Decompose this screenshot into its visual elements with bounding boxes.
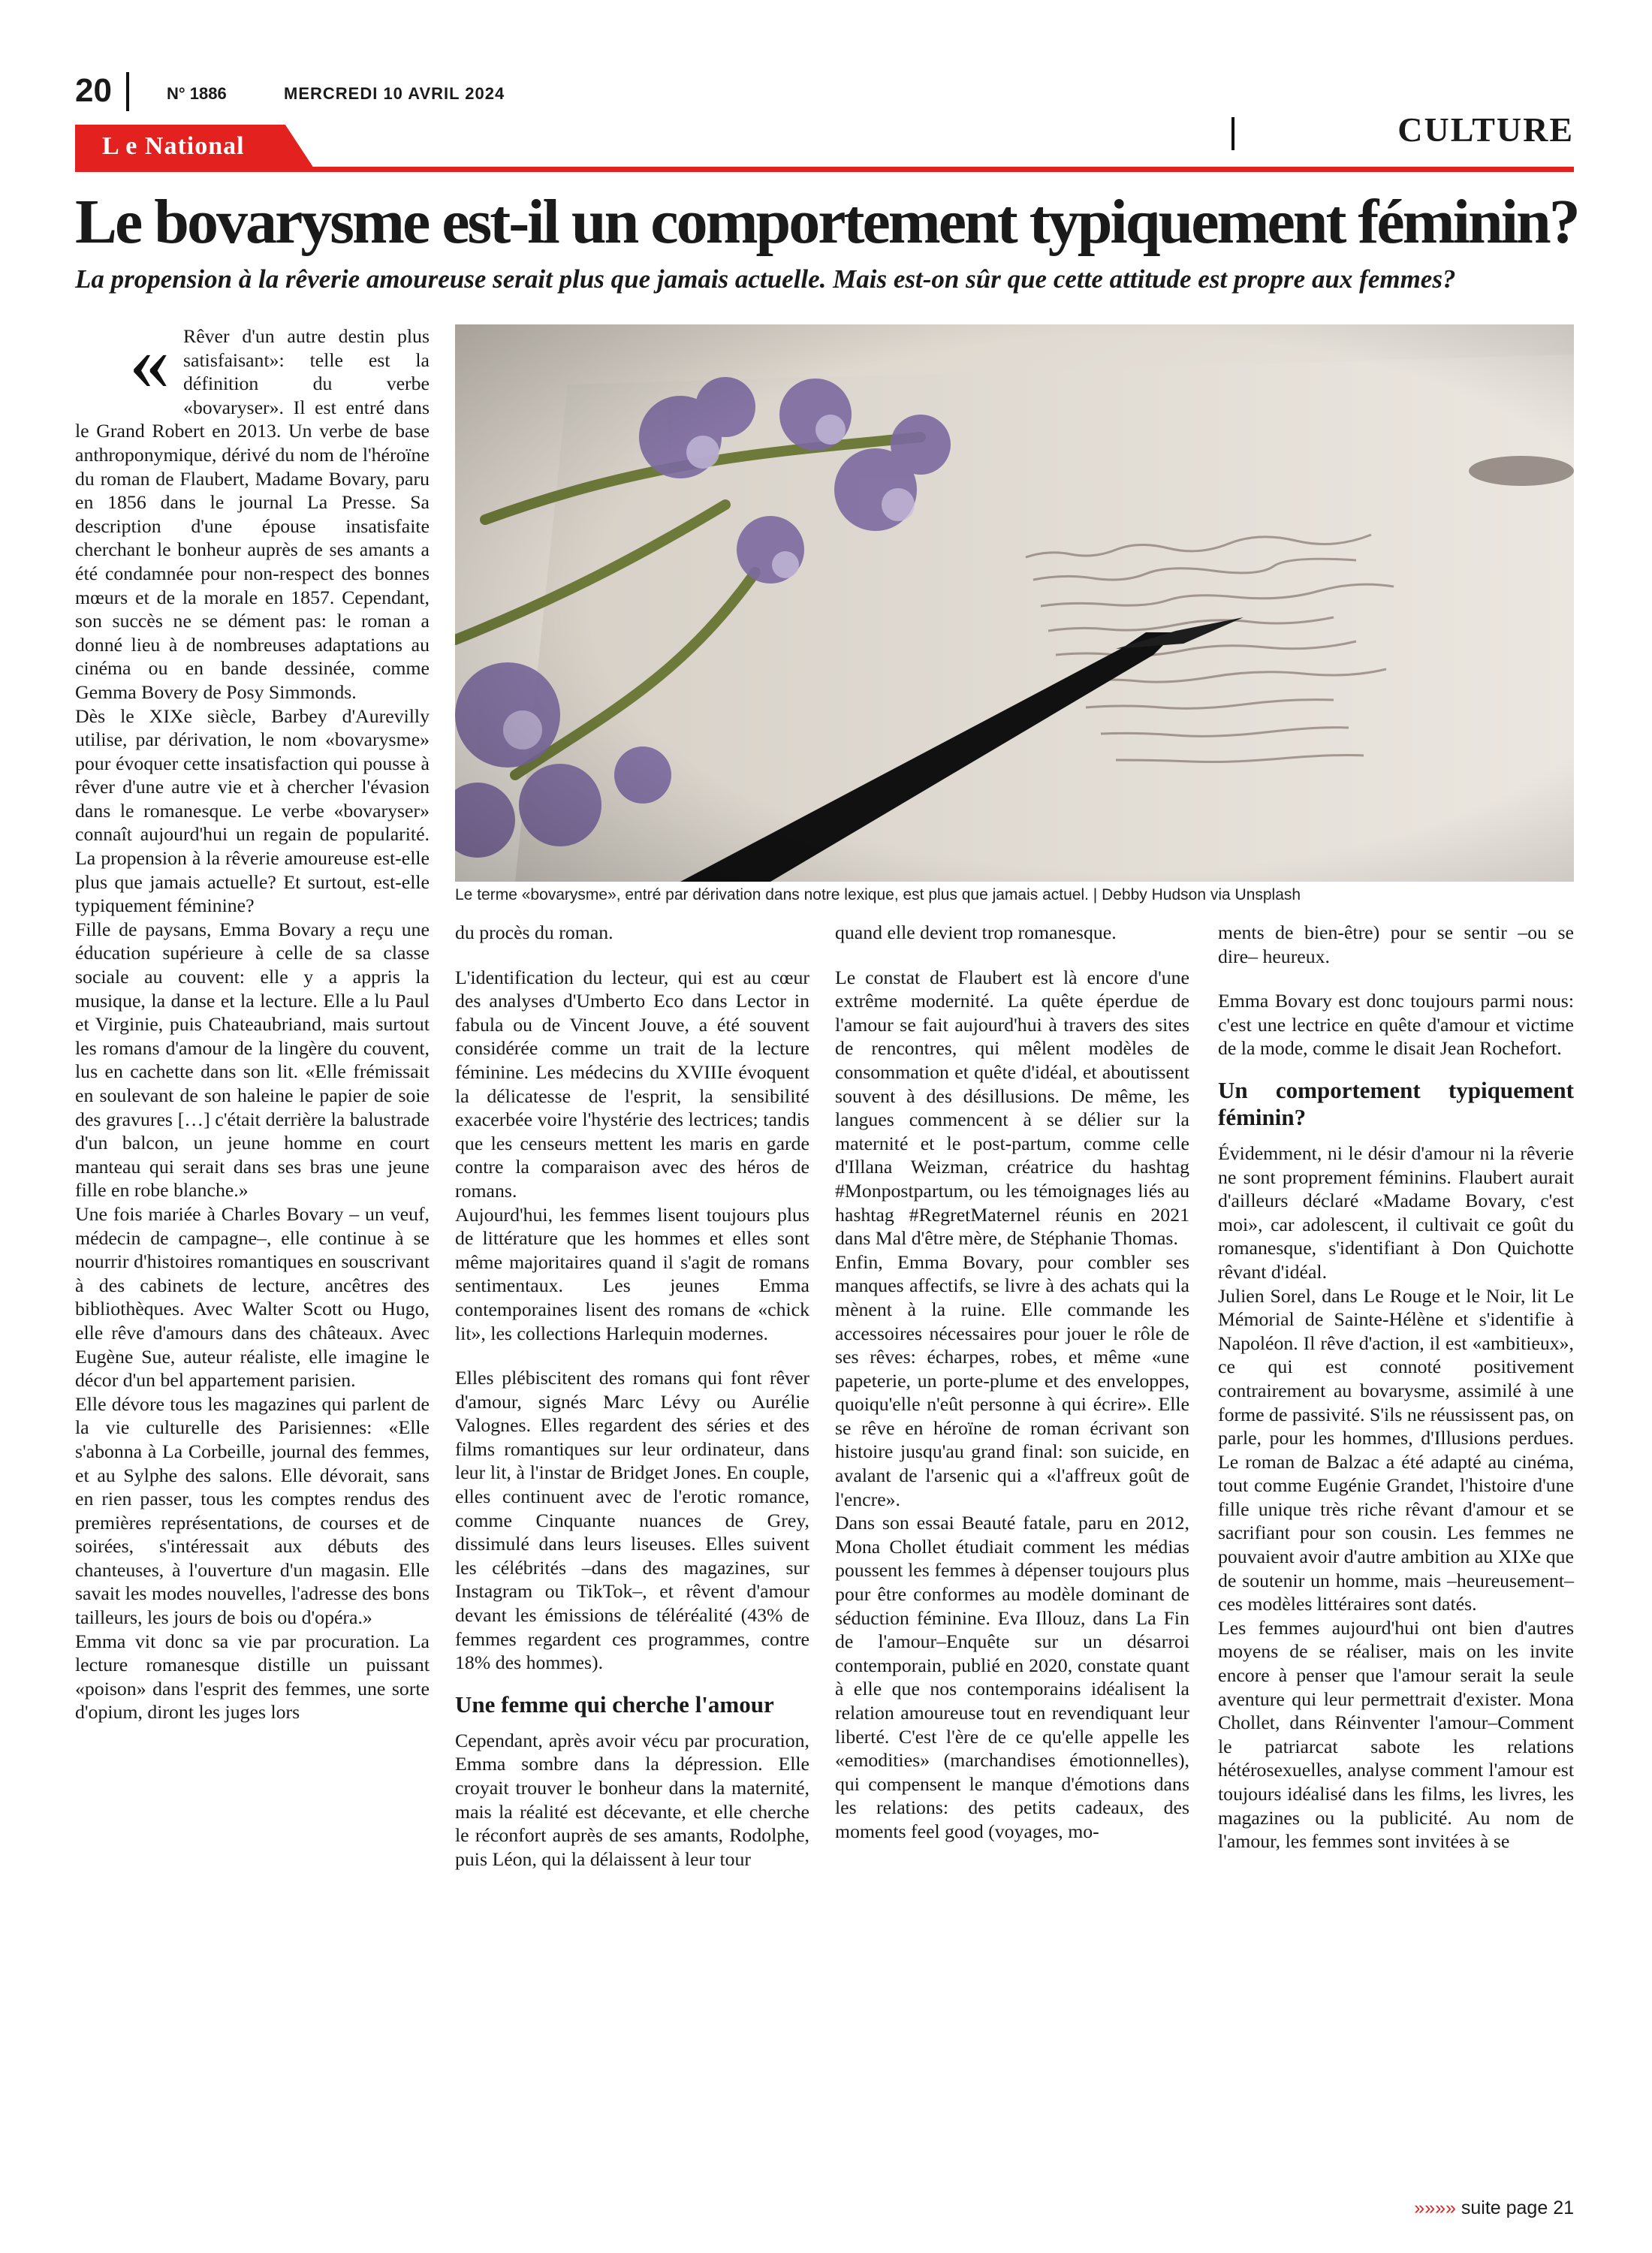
- article-photo: [455, 324, 1574, 882]
- article-headline: Le bovarysme est-il un comportement typiquement féminin?: [75, 187, 1578, 257]
- page-number-divider: [126, 72, 129, 111]
- paragraph: Emma Bovary est donc toujours parmi nous: c'est une lectrice en quête d'amour et victime de la mode, comme le disait Jean Rochefort.: [1218, 990, 1574, 1060]
- paragraph: Dès le XIXe siècle, Barbey d'Aurevilly utilise, par dérivation, le nom «bovarysme» pour évoquer cette insatisfaction qui pousse à rêver d'une autre vie et à chercher l'évasion dans le romanesque. Le verbe «bovaryser» connaît aujourd'hui un regain de popularité. La propension à la rêverie amoureuse est-elle plus que jamais actuelle? Et surtout, est-elle typiquement féminine?: [75, 704, 430, 917]
- opening-quote-mark: «: [129, 318, 170, 407]
- article-column-2: [455, 921, 809, 1871]
- photo-caption: Le terme «bovarysme», entré par dérivation dans notre lexique, est plus que jamais actuel. | Debby Hudson via Unsplash: [455, 886, 1301, 903]
- paragraph: Les femmes aujourd'hui ont bien d'autres moyens de se réaliser, mais on les invite encore à penser que l'amour serait la seule aventure qui leur permettrait d'exister. Mona Chollet, dans Réinventer l'amour–Comment le patriarcat sabote les relations hétérosexuelles, analyse comment l'amour est toujours idéalisé dans les films, les livres, les magazines ou la publicité. Au nom de l'amour, les femmes sont invitées à se: [1218, 1616, 1574, 1853]
- paragraph: quand elle devient trop romanesque.: [835, 921, 1117, 943]
- paragraph: Julien Sorel, dans Le Rouge et le Noir, lit Le Mémorial de Sainte-Hélène et s'identifie à Napoléon. Il rêve d'action, il est «ambitieux», ce qui est connoté positivement contrairement au bovarysme, assimilé à une forme de passivité. S'ils ne réussissent pas, on parle, pour les hommes, d'Illusions perdues. Le roman de Balzac a été adapté au cinéma, tout comme Eugénie Grandet, l'histoire d'une fille unique très riche rêvant d'amour et se sacrifiant pour son cousin. Les femmes ne pouvaient avoir d'autre ambition au XIXe que de soutenir un homme, mais –heureusement– ces modèles littéraires sont datés.: [1218, 1284, 1574, 1615]
- paragraph: L'identification du lecteur, qui est au cœur des analyses d'Umberto Eco dans Lector in fabula ou de Vincent Jouve, a été souvent considérée comme un trait de la lecture féminine. Les médecins du XVIIIe évoquent la délicatesse de l'esprit, la sensibilité exacerbée voire l'hystérie des lectrices; tandis que les censeurs mettent les maris en garde contre la comparaison avec des héros de romans.: [455, 966, 809, 1202]
- paragraph: Cependant, après avoir vécu par procuration, Emma sombre dans la dépression. Elle croyait trouver le bonheur dans la maternité, mais la réalité est décevante, et elle cherche le réconfort auprès de ses amants, Rodolphe, puis Léon, qui la délaissent à leur tour: [455, 1729, 809, 1870]
- article-column-1: [75, 318, 430, 1724]
- continued-on-page: [1414, 2197, 1574, 2219]
- continue-label: suite page 21: [1461, 2197, 1574, 2218]
- paragraph: Dans son essai Beauté fatale, paru en 2012, Mona Chollet étudiait comment les médias poussent les femmes à dépenser toujours plus pour être conformes au modèle dominant de séduction féminine. Eva Illouz, dans La Fin de l'amour–Enquête sur un désarroi contemporain, publié en 2020, constate quant à elle que nos contemporains idéalisent la relation amoureuse tout en revendiquant leur liberté. C'est l'ère de ce qu'elle appelle les «emodities» (marchandises émotionnelles), qui compensent le manque d'émotions dans les relations: des petits cadeaux, des moments feel good (voyages, mo-: [835, 1512, 1189, 1842]
- article-column-3: [835, 921, 1189, 1844]
- header-rule: [75, 167, 1574, 172]
- paragraph: Une fois mariée à Charles Bovary – un veuf, médecin de campagne–, elle continue à se nourrir d'histoires romantiques en souscrivant à des cabinets de lecture, ancêtres des bibliothèques. Avec Walter Scott ou Hugo, elle rêve d'amours dans des châteaux. Avec Eugène Sue, auteur réaliste, elle imagine le décor d'un bel appartement parisien.: [75, 1202, 430, 1392]
- subheading: Une femme qui cherche l'amour: [455, 1691, 774, 1718]
- paragraph: Enfin, Emma Bovary, pour combler ses manques affectifs, se livre à des achats qui la mènent à la ruine. Elle commande les accessoires nécessaires pour jouer le rôle de ses rêves: écharpes, robes, et même «une papeterie, un porte-plume et des enveloppes, quoiqu'elle n'eût personne à qui écrire». Elle se rêve en héroïne de roman écrivant son histoire jusqu'au grand final: son suicide, en avalant de l'arsenic qui a «l'affreux goût de l'encre».: [835, 1250, 1189, 1510]
- paragraph: Le constat de Flaubert est là encore d'une extrême modernité. La quête éperdue de l'amour se fait aujourd'hui à travers des sites de rencontres, qui mêlent modèles de consommation et quête d'idéal, et aboutissent souvent à des désillusions. De même, les langues commencent à se délier sur la maternité et le post-partum, comme celle d'Illana Weizman, créatrice du hashtag #Monpostpartum, ou les témoignages liés au hashtag #RegretMaternel réunis en 2021 dans Mal d'être mère, de Stéphanie Thomas.: [835, 966, 1189, 1250]
- page-number: 20: [75, 72, 112, 109]
- section-title: CULTURE: [1397, 110, 1574, 149]
- paragraph: Rêver d'un autre destin plus satisfaisant»: telle est la définition du verbe «bovaryser». Il est entré dans le Grand Robert en 2013. Un verbe de base anthroponymique, dérivé du nom de l'héroïne du roman de Flaubert, Madame Bovary, paru en 1856 dans le journal La Presse. Sa description d'une épouse insatisfaite cherchant le bonheur auprès de ses amants a été condamnée pour non-respect des bonnes mœurs et de la morale en 1857. Cependant, son succès ne se dément pas: le roman a donné lieu à de nombreuses adaptations au cinéma ou en bande dessinée, comme Gemma Bovery de Posy Simmonds.: [75, 325, 430, 703]
- paragraph: du procès du roman.: [455, 921, 613, 943]
- section-divider: [1231, 117, 1234, 150]
- paragraph: Fille de paysans, Emma Bovary a reçu une éducation supérieure à celle de sa classe sociale au couvent: elle y a appris la musique, la danse et la lecture. Elle a lu Paul et Virginie, puis Chateaubriand, mais surtout les romans d'amour de la lingère du couvent, lus en cachette dans son lit. «Elle frémissait en soulevant de son haleine le papier de soie des gravures […] c'était derrière la balustrade d'un balcon, un jeune homme en court manteau qui serait dans ses bras une jeune fille en robe blanche.»: [75, 918, 430, 1202]
- paragraph: Elles plébiscitent des romans qui font rêver d'amour, signés Marc Lévy ou Aurélie Valognes. Elles regardent des séries et des films romantiques sur leur ordinateur, dans leur lit, à l'instar de Bridget Jones. En couple, elles continuent avec de l'erotic romance, comme Cinquante nuances de Grey, dissimulé dans leurs liseuses. Elles suivent les célébrités –dans des magazines, sur Instagram ou TikTok–, et rêvent d'amour devant les émissions de téléréalité (43% de femmes regardent ces programmes, contre 18% des hommes).: [455, 1367, 809, 1674]
- paragraph: ments de bien-être) pour se sentir –ou se dire– heureux.: [1218, 921, 1574, 967]
- paragraph: Aujourd'hui, les femmes lisent toujours plus de littérature que les hommes et elles sont même majoritaires quand il s'agit de romans sentimentaux. Les jeunes Emma contemporaines lisent des romans de «chick lit», les collections Harlequin modernes.: [455, 1203, 809, 1344]
- indent-spacer: [75, 324, 129, 338]
- paragraph: Évidemment, ni le désir d'amour ni la rêverie ne sont proprement féminins. Flaubert aurait d'ailleurs déclaré «Madame Bovary, c'est moi», car adolescent, il cultivait ce goût du romanesque, s'identifiant à Don Quichotte rêvant d'idéal.: [1218, 1142, 1574, 1283]
- subheading: Un comportement typiquement féminin?: [1218, 1076, 1574, 1130]
- article-column-4: [1218, 921, 1574, 1853]
- paragraph: Elle dévore tous les magazines qui parlent de la vie culturelle des Parisiennes: «Elle s'abonna à La Corbeille, journal des femmes, et au Sylphe des salons. Elle dévorait, sans en rien passer, tous les comptes rendus des premières représentations, de courses et de soirées, s'intéressait aux débuts des chanteuses, à l'ouverture d'un magasin. Elle savait les modes nouvelles, l'adresse des bons tailleurs, les jours de bois ou d'opéra.»: [75, 1392, 430, 1629]
- article-standfirst: La propension à la rêverie amoureuse serait plus que jamais actuelle. Mais est-on sûr que cette attitude est propre aux femmes?: [75, 264, 1456, 294]
- issue-number: N° 1886: [167, 84, 227, 103]
- issue-date: MERCREDI 10 AVRIL 2024: [284, 84, 505, 103]
- newspaper-brand: L e National: [102, 132, 245, 160]
- continue-arrows: »»»»: [1414, 2197, 1456, 2218]
- paragraph: Emma vit donc sa vie par procuration. La lecture romanesque distille un puissant «poison» dans l'esprit des femmes, une sorte d'opium, diront les juges lors: [75, 1630, 430, 1724]
